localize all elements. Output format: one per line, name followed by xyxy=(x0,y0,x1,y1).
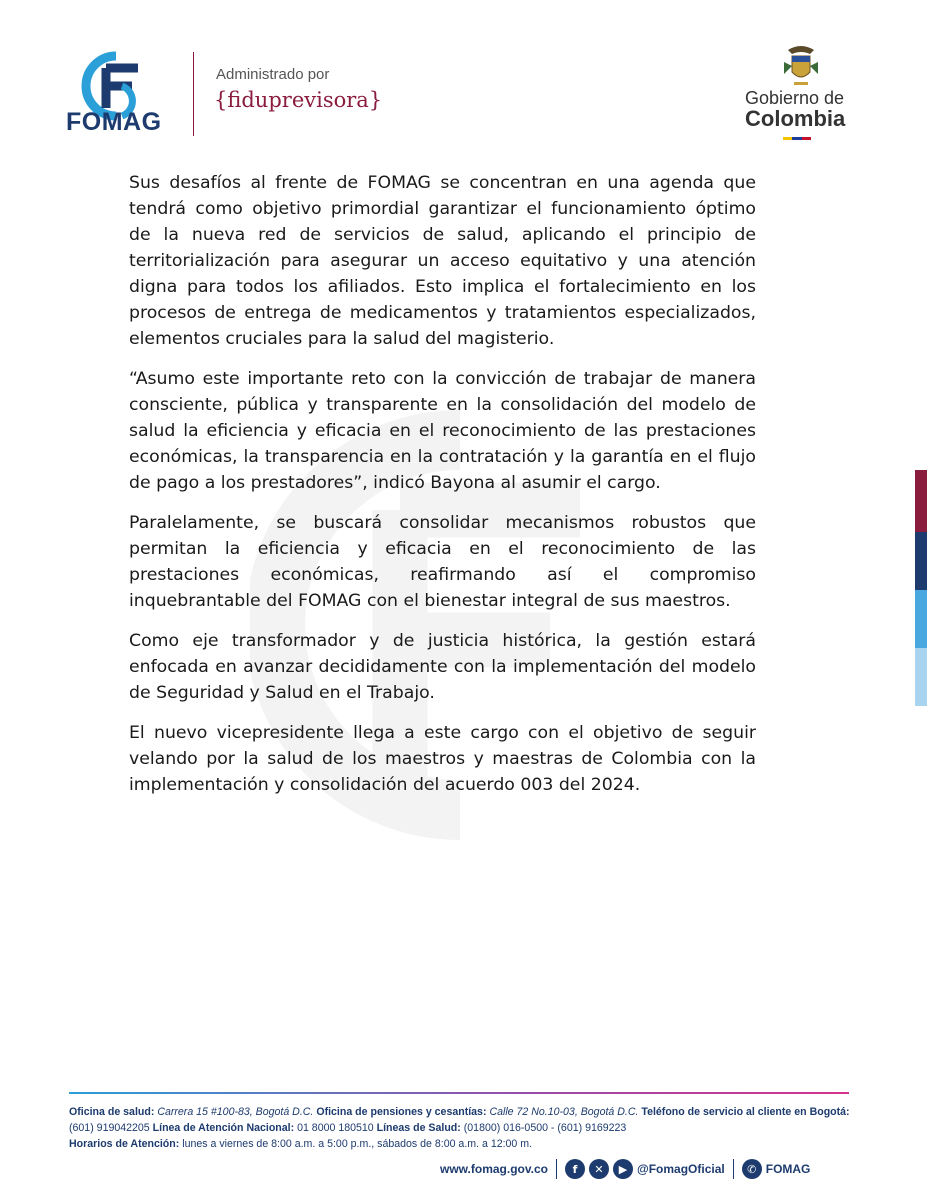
colombia-coat-of-arms-icon xyxy=(780,44,822,88)
hours-value: lunes a viernes de 8:00 a.m. a 5:00 p.m., sábados de 8:00 a.m. a 12:00 m. xyxy=(182,1138,533,1150)
colombia-flag-stripe xyxy=(783,137,811,140)
hours-label: Horarios de Atención: xyxy=(69,1138,180,1150)
header-divider xyxy=(193,52,194,136)
footer-contact-info xyxy=(69,1104,859,1152)
pensions-label: Oficina de pensiones y cesantías: xyxy=(316,1106,487,1118)
social-handle[interactable]: @FomagOficial xyxy=(637,1162,725,1176)
phone-value: (601) 919042205 xyxy=(69,1122,150,1134)
footer-divider xyxy=(69,1092,849,1094)
paragraph: Como eje transformador y de justicia histórica, la gestión estará enfocada en avanzar decididamente con la implementación del modelo de Seguridad y Salud en el Trabajo. xyxy=(129,631,756,703)
facebook-icon[interactable]: f xyxy=(565,1159,585,1179)
website-link[interactable]: www.fomag.gov.co xyxy=(440,1162,549,1176)
paragraph: Sus desafíos al frente de FOMAG se concentran en una agenda que tendrá como objetivo primordial garantizar el funcionamiento óptimo de la nueva red de servicios de salud, aplicando el principio de territorialización para asegurar un acceso equitativo y una atención digna para todos los afiliados. Esto implica el fortalecimiento en los procesos de entrega de medicamentos y tratamientos especializados, elementos cruciales para la salud del magisterio. xyxy=(129,173,756,349)
side-bar-navy xyxy=(915,532,927,590)
whatsapp-label[interactable]: FOMAG xyxy=(765,1162,811,1176)
footer-social-bar xyxy=(440,1158,810,1180)
administrator-name: {fiduprevisora} xyxy=(214,88,383,112)
side-bar-blue xyxy=(915,590,927,648)
paragraph: Paralelamente, se buscará consolidar mecanismos robustos que permitan la eficiencia y eficacia en el reconocimiento de las prestaciones económicas, reafirmando así el compromiso inquebrantable del FOMAG con el bienestar integral de sus maestros. xyxy=(129,513,756,611)
x-icon[interactable]: ✕ xyxy=(589,1159,609,1179)
health-lines-value: (01800) 016-0500 - (601) 9169223 xyxy=(463,1122,627,1134)
youtube-icon[interactable]: ▶ xyxy=(613,1159,633,1179)
article-body xyxy=(129,170,756,812)
paragraph: “Asumo este importante reto con la convicción de trabajar de manera consciente, pública y transparente en la consolidación del modelo de salud la eficiencia y eficacia en el reconocimiento de las prestaciones económicas, la transparencia en la contratación y la garantía en el flujo de pago a los prestadores”, indicó Bayona al asumir el cargo. xyxy=(129,369,756,493)
side-bar-maroon xyxy=(915,470,927,532)
paragraph: El nuevo vicepresidente llega a este cargo con el objetivo de seguir velando por la salud de los maestros y maestras de Colombia con la implementación y consolidación del acuerdo 003 del 2024. xyxy=(129,723,756,795)
health-office-label: Oficina de salud: xyxy=(69,1106,155,1118)
separator xyxy=(556,1159,557,1179)
health-lines-label: Líneas de Salud: xyxy=(376,1122,461,1134)
pensions-value: Calle 72 No.10-03, Bogotá D.C. xyxy=(489,1106,639,1118)
administered-label: Administrado por xyxy=(216,66,330,83)
national-line-value: 01 8000 180510 xyxy=(297,1122,374,1134)
phone-label: Teléfono de servicio al cliente en Bogotá: xyxy=(641,1106,850,1118)
separator xyxy=(733,1159,734,1179)
health-office-value: Carrera 15 #100-83, Bogotá D.C. xyxy=(157,1106,314,1118)
government-line1: Gobierno de xyxy=(745,88,845,108)
whatsapp-icon[interactable]: ✆ xyxy=(742,1159,762,1179)
side-bar-light-blue xyxy=(915,648,927,706)
government-line2: Colombia xyxy=(745,106,846,131)
national-line-label: Línea de Atención Nacional: xyxy=(152,1122,295,1134)
brand-name: FOMAG xyxy=(66,108,162,136)
